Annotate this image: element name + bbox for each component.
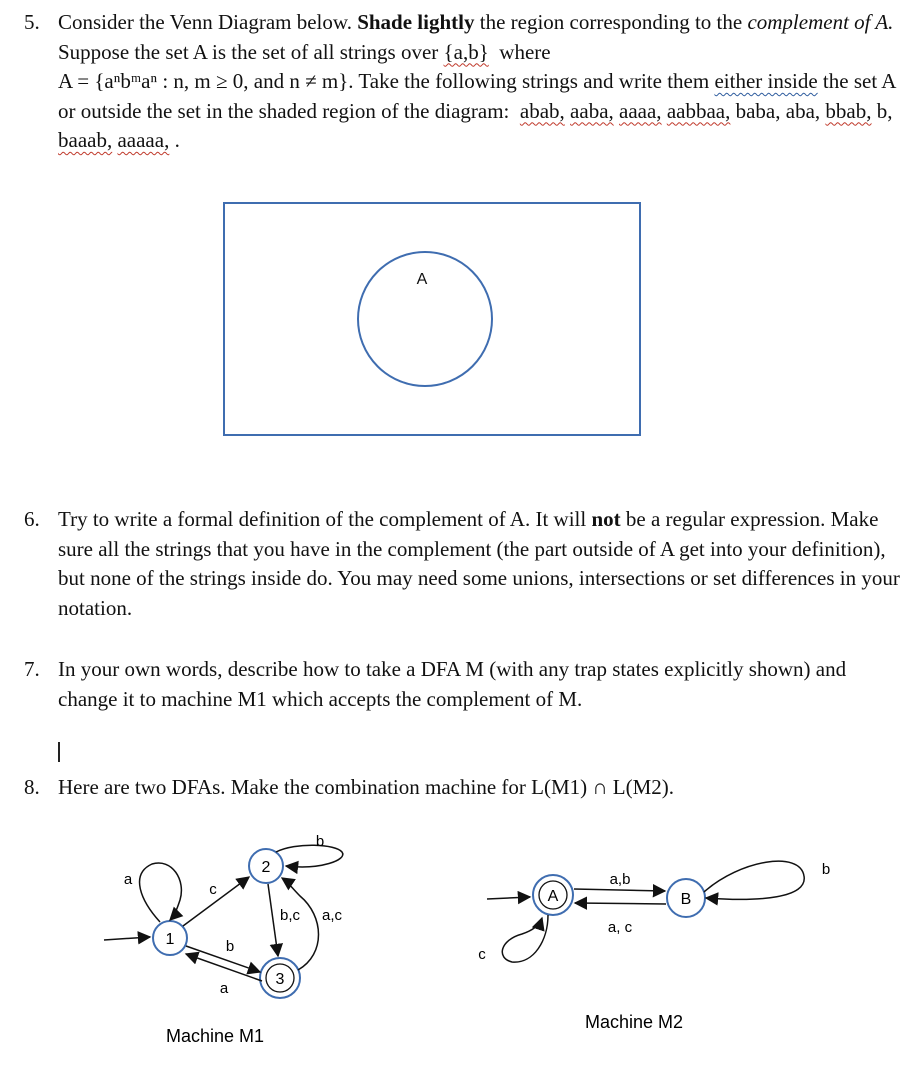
m2-edge-b-a [575,903,666,904]
m2-start-arrow [487,897,530,899]
m1-loop-1 [140,863,182,922]
q5-rest: the set A or outside the set in the shaded region of the diagram: [58,69,896,123]
q5-alphabet: {a,b} [443,39,489,64]
machine-m2 [478,861,830,1032]
q5-string: bbab, [825,98,872,123]
q5-italic: complement of A. [747,10,894,34]
m1-loop-1-label: a [123,871,133,888]
q5-string: b, [876,98,893,123]
m1-state-3-label: 3 [275,971,285,988]
q8-text: Here are two DFAs. Make the combination machine for L(M1) ∩ L(M2). [58,775,675,799]
m2-edge-a-b [574,889,665,891]
q5-string: baba, [735,98,781,123]
q6-bold: not [591,507,621,531]
q5-either-inside: either inside [714,69,818,93]
venn-set-a-label: A [416,271,428,288]
m2-state-a-label: A [547,888,559,905]
m2-edge-a-b-label: a,b [609,871,631,888]
m1-state-2-label: 2 [261,859,271,876]
q5-mid: Suppose the set A is the set of all strings over [58,39,439,64]
q5-string: abab, [519,98,565,123]
m2-edge-b-a-label: a, c [607,919,633,936]
q6-pre: Try to write a formal definition of the complement of A. It will [58,507,587,531]
q5-bold-instruction: Shade lightly [357,10,475,34]
q5-string: aba, [785,98,821,123]
m2-loop-b [704,861,804,899]
q5-intro: Consider the Venn Diagram below. [58,10,352,34]
q5-take: Take the following strings and write them [358,69,710,93]
question-number: 6. [24,507,40,531]
question-number: 5. [24,10,40,34]
m2-state-b-label: B [680,891,692,908]
question-number: 8. [24,775,40,799]
m1-loop-2 [276,845,343,867]
q6-post: be a regular expression. Make sure all the strings that you have in the complement (the part outside of A get into your definition), but none of the strings inside do. You may need some unions, intersections or set differences in your notation. [58,507,900,620]
m1-edge-3-2-label: a,c [321,907,343,924]
q5-where: where [499,39,551,64]
m1-edge-3-1-label: a [219,980,229,997]
q5-string: baaab, [58,128,113,152]
q5-string: aabbaa, [666,98,731,123]
m1-edge-3-1 [186,954,262,981]
q5-set-definition: A = {aⁿbᵐaⁿ : n, m ≥ 0, and n ≠ m}. [58,69,354,93]
m1-title: Machine M1 [165,1026,265,1046]
question-number: 7. [24,657,40,681]
m2-title: Machine M2 [584,1012,684,1032]
m1-edge-1-2-label: c [209,881,217,898]
m1-edge-1-3 [186,946,260,972]
q5-string: aaba, [570,98,614,123]
m2-loop-a-label: c [478,946,486,963]
machine-m1 [104,833,343,1046]
m1-state-1-label: 1 [165,931,175,948]
m1-edge-2-3 [268,884,278,956]
m1-edge-1-3-label: b [225,938,235,955]
q5-after-bold: the region corresponding to the [479,10,743,34]
m1-edge-2-3-label: b,c [279,907,301,924]
m2-loop-b-label: b [821,861,831,878]
q7-text: In your own words, describe how to take a DFA M (with any trap states explicitly shown) and change it to machine M1 which accepts the complement of M. [58,657,847,711]
q5-end: . [174,128,180,152]
q5-string: aaaaa, [117,128,170,152]
m2-loop-a [502,915,548,962]
m1-edge-3-2 [279,878,319,970]
m1-start-arrow [104,937,150,940]
q5-string: aaaa, [619,98,662,123]
m1-loop-2-label: b [315,833,325,850]
